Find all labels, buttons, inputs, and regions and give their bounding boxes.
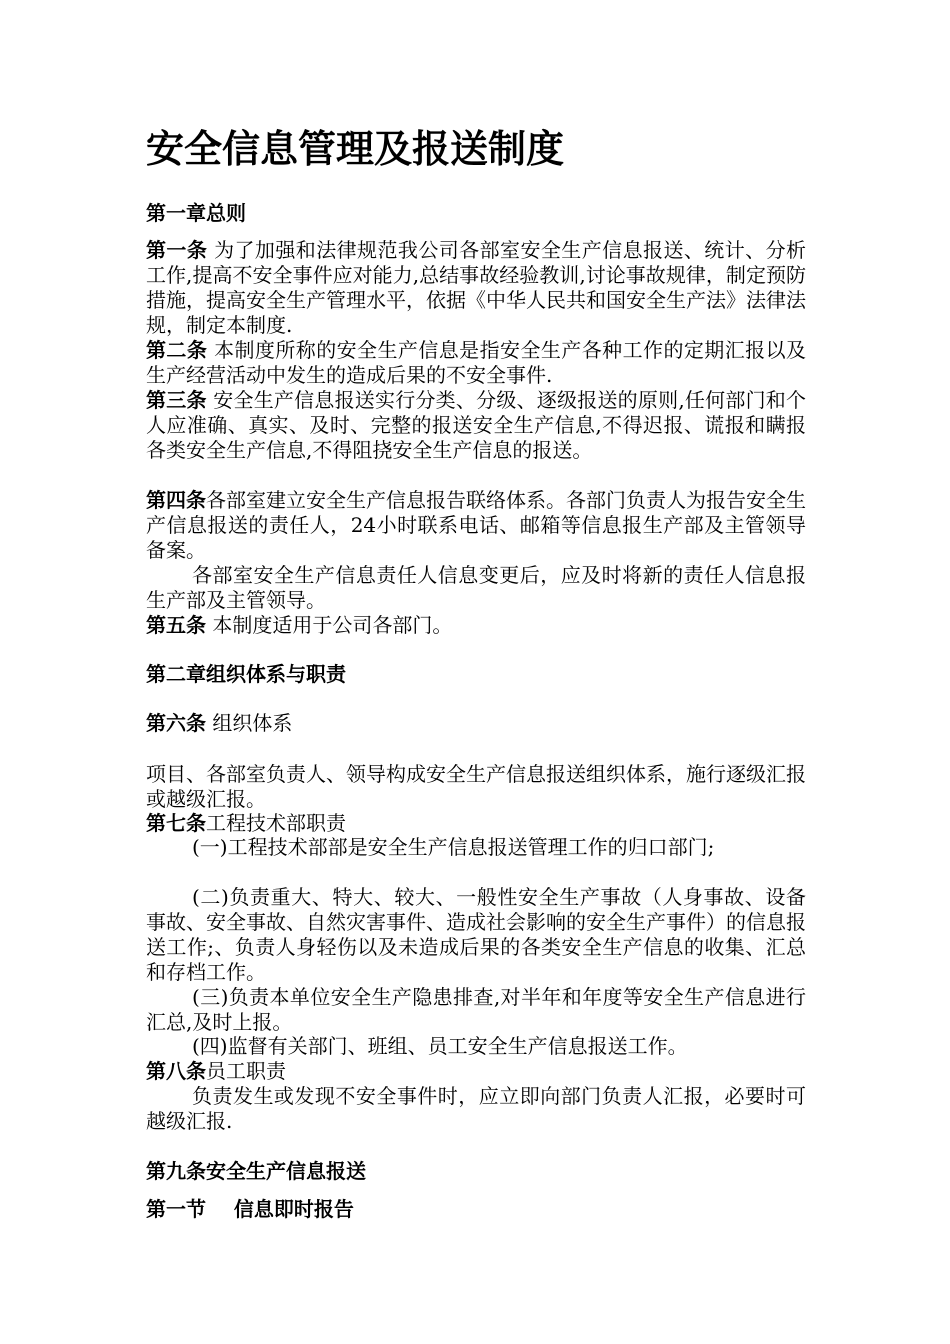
article-9-heading: 第九条安全生产信息报送 — [146, 1159, 366, 1183]
document-title: 安全信息管理及报送制度 — [146, 127, 565, 171]
article-2 — [146, 338, 806, 388]
article-7-item-4: (四)监督有关部门、班组、员工安全生产信息报送工作。 — [192, 1034, 688, 1058]
article-8-text: 员工职责 — [206, 1059, 286, 1083]
article-3-text: 安全生产信息报送实行分类、分级、逐级报送的原则,任何部门和个人应准确、真实、及时、完整的报送安全生产信息,不得迟报、谎报和瞒报各类安全生产信息,不得阻挠安全生产信息的报送。 — [146, 388, 807, 462]
article-6-body: 项目、各部室负责人、领导构成安全生产信息报送组织体系，施行逐级汇报或越级汇报。 — [146, 762, 806, 811]
article-2-label: 第二条 — [146, 338, 208, 362]
article-7 — [146, 811, 806, 836]
article-3 — [146, 388, 806, 463]
article-6-text: 组织体系 — [206, 711, 293, 735]
section-1-heading: 第一节 信息即时报告 — [146, 1197, 354, 1221]
article-8-body: 负责发生或发现不安全事件时，应立即向部门负责人汇报，必要时可越级汇报. — [146, 1084, 806, 1133]
article-6 — [146, 711, 806, 736]
article-8 — [146, 1059, 806, 1084]
article-4-text: 各部室建立安全生产信息报告联络体系。各部门负责人为报告安全生产信息报送的责任人，24小时联系电话、邮箱等信息报生产部及主管领导备案。 — [146, 488, 806, 562]
article-7-item-1: (一)工程技术部部是安全生产信息报送管理工作的归口部门; — [192, 835, 715, 859]
article-5 — [146, 613, 806, 638]
article-3-label: 第三条 — [146, 388, 207, 412]
article-4-label: 第四条 — [146, 488, 206, 512]
chapter-2-heading: 第二章组织体系与职责 — [146, 662, 346, 686]
article-4 — [146, 488, 806, 563]
article-7-item-3: (三)负责本单位安全生产隐患排查,对半年和年度等安全生产信息进行汇总,及时上报。 — [146, 985, 806, 1034]
article-5-label: 第五条 — [146, 613, 206, 637]
article-5-text: 本制度适用于公司各部门。 — [206, 613, 453, 637]
article-7-label: 第七条 — [146, 811, 206, 835]
article-7-text: 工程技术部职责 — [206, 811, 346, 835]
article-2-text: 本制度所称的安全生产信息是指安全生产各种工作的定期汇报以及生产经营活动中发生的造成后果的不安全事件. — [146, 338, 807, 387]
article-6-label: 第六条 — [146, 711, 206, 735]
chapter-1-heading: 第一章总则 — [146, 201, 246, 225]
article-8-label: 第八条 — [146, 1059, 206, 1083]
article-7-item-2: (二)负责重大、特大、较大、一般性安全生产事故（人身事故、设备事故、安全事故、自然灾害事件、造成社会影响的安全生产事件）的信息报送工作;、负责人身轻伤以及未造成后果的各类安全生产信息的收集、汇总和存档工作。 — [146, 885, 806, 984]
article-1-label: 第一条 — [146, 238, 208, 262]
article-1-text: 为了加强和法律规范我公司各部室安全生产信息报送、统计、分析工作,提高不安全事件应对能力,总结事故经验教训,讨论事故规律，制定预防措施，提高安全生产管理水平，依据《中华人民共和国安全生产法》法律法规，制定本制度. — [146, 238, 807, 337]
article-4-continuation: 各部室安全生产信息责任人信息变更后，应及时将新的责任人信息报生产部及主管领导。 — [146, 563, 806, 612]
article-1 — [146, 238, 806, 338]
